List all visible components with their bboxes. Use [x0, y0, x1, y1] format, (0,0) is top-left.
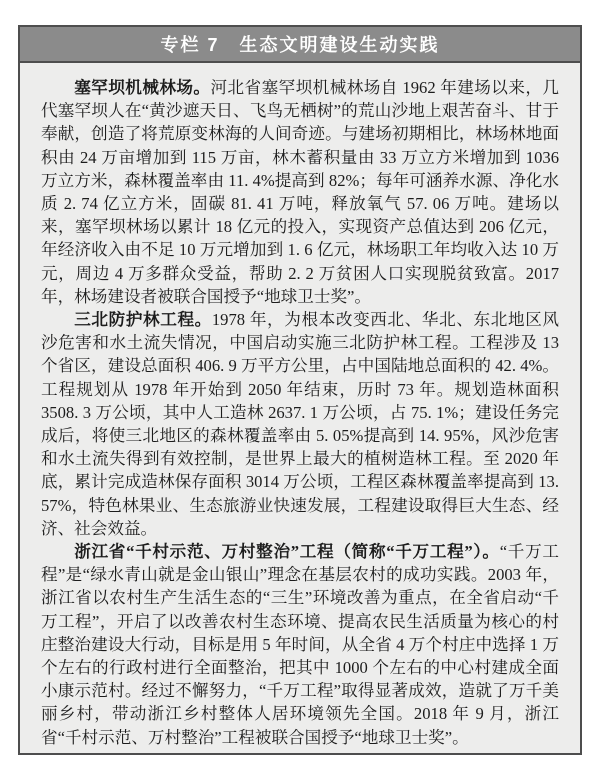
paragraph-zhejiang-qianwan-project — [41, 540, 559, 749]
panel-title: 专栏 7 生态文明建设生动实践 — [160, 35, 440, 55]
paragraph-text: 1978 年，为根本改变西北、华北、东北地区风沙危害和水土流失情况，中国启动实施三北防护林工程。工程涉及 13 个省区，建设总面积 406. 9 万平方公里，占中国陆地总面积的 42. 4%。工程规划从 1978 年开始到 2050 年结束，历时 73 年。规划造林面积 3508. 3 万公顷，其中人工造林 2637. 1 万公顷，占 75. 1%；建设任务完成后，将使三北地区的森林覆盖率由 5. 05%提高到 14. 95%，风沙危害和水土流失得到有效控制，是世界上最大的植树造林工程。至 2020 年底，累计完成造林保存面积 3014 万公顷，工程区森林覆盖率提高到 13. 57%，特色林果业、生态旅游业快速发展，工程建设取得巨大生态、经济、社会效益。 — [41, 310, 559, 538]
paragraph-saihanba-forest-farm — [41, 76, 559, 308]
paragraph-lead: 三北防护林工程。 — [74, 310, 212, 330]
paragraph-text: 河北省塞罕坝机械林场自 1962 年建场以来，几代塞罕坝人在“黄沙遮天日、飞鸟无栖树”的荒山沙地上艰苦奋斗、甘于奉献，创造了将荒原变林海的人间奇迹。与建场初期相比，林场林地面积由 24 万亩增加到 115 万亩，林木蓄积量由 33 万立方米增加到 1036 万立方米，森林覆盖率由 11. 4%提高到 82%；每年可涵养水源、净化水质 2. 74 亿立方米，固碳 81. 41 万吨，释放氧气 57. 06 万吨。建场以来，塞罕坝林场以累计 18 亿元的投入，实现资产总值达到 206 亿元，年经济收入由不足 10 万元增加到 1. 6 亿元，林场职工年均收入达 10 万元，周边 4 万多群众受益，帮助 2. 2 万贫困人口实现脱贫致富。2017 年，林场建设者被联合国授予“地球卫士奖”。 — [41, 78, 560, 306]
panel-body — [20, 63, 580, 749]
paragraph-lead: 浙江省“千村示范、万村整治”工程（简称“千万工程”）。 — [74, 542, 500, 562]
paragraph-text: “千万工程”是“绿水青山就是金山银山”理念在基层农村的成功实践。2003 年，浙江省以农村生产生活生态的“三生”环境改善为重点，在全省启动“千万工程”，开启了以改善农村生态环境、提高农民生活质量为核心的村庄整治建设大行动，目标是用 5 年时间，从全省 4 万个村庄中选择 1 万个左右的行政村进行全面整治，把其中 1000 个左右的中心村建成全面小康示范村。经过不懈努力，“千万工程”取得显著成效，造就了万千美丽乡村，带动浙江乡村整体人居环境领先全国。2018 年 9 月，浙江省“千村示范、万村整治”工程被联合国授予“地球卫士奖”。 — [41, 542, 559, 747]
paragraph-three-north-shelterbelt — [41, 308, 559, 540]
panel-header — [20, 27, 580, 63]
paragraph-lead: 塞罕坝机械林场。 — [74, 78, 211, 97]
column-panel — [18, 25, 582, 755]
